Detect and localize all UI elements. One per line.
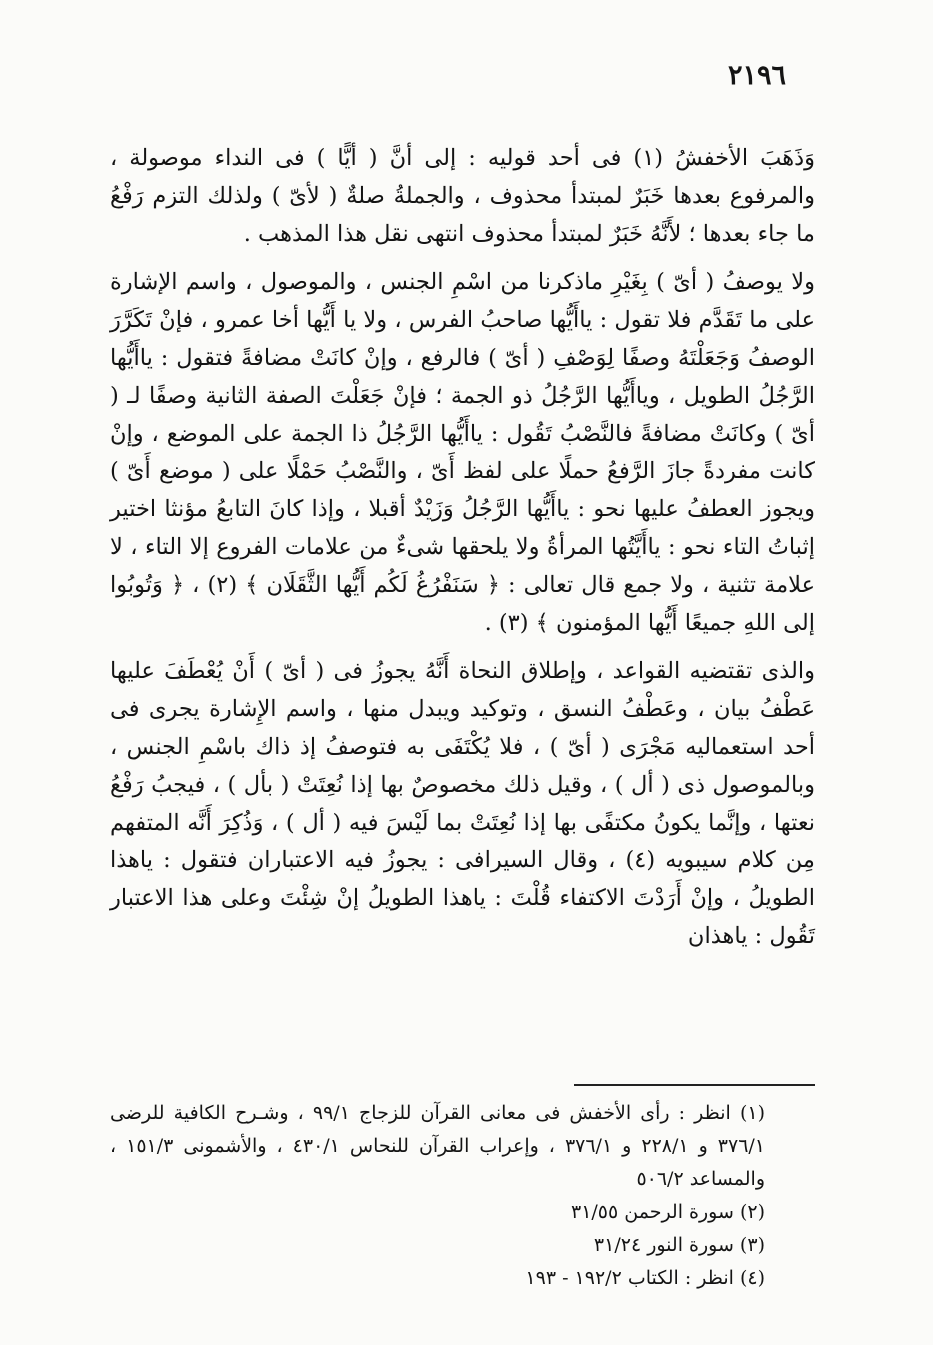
footnote-1: (١) انظر : رأى الأخفش فى معانى القرآن للزجاج ٩٩/١ ، وشـرح الكافية للرضى ٣٧٦/١ و ٢٢٨/١ و ٣٧٦/١ ، وإعراب القرآن للنحاس ٤٣٠/١ ، والأشمونى ١٥١/٣ ، والمساعد ٥٠٦/٢ xyxy=(110,1102,766,1190)
paragraph-3: والذى تقتضيه القواعد ، وإطلاق النحاة أَنَّهُ يجوزُ فى ( أىّ ) أَنْ يُعْطَفَ عليها عَطْفُ بيان ، وعَطْفُ النسق ، وتوكيد ويبدل منها ، واسم الإِشارة يجرى فى أحد استعماليه مَجْرَى ( أىّ ) ، فلا يُكْتَفَى به فتوصفُ إذ ذاك باسْمِ الجنس ، وبالموصول ذى ( أل ) ، وقيل ذلك مخصوصٌ بها إذا نُعِتَتْ ( بأل ) ، فيجبُ رَفْعُ نعتها ، وإنَّما يكونُ مكتفًى بها إذا نُعِتَتْ بما لَيْسَ فيه ( أل ) ، وَذُكِرَ أَنَّه المتفهم مِن كلام سيبويه (٤) ، وقال السيرافى : يجوزُ فيه الاعتباران فتقول : ياهذا الطويلُ ، وإنْ أَرَدْتَ الاكتفاء قُلْتَ : ياهذا الطويلُ إنْ شِئْتَ وعلى هذا الاعتبار تَقُول : ياهذان xyxy=(110,658,815,949)
footnote-3: (٣) سورة النور ٣١/٢٤ xyxy=(593,1234,765,1256)
footnotes xyxy=(110,1097,815,1295)
main-text xyxy=(110,140,815,956)
footnote-separator xyxy=(574,1084,815,1086)
paragraph-2: ولا يوصفُ ( أىّ ) بِغَيْرِ ماذكرنا من اسْمِ الجنس ، والموصول ، واسم الإشارة على ما تَقَدَّم فلا تقول : ياأَيُّها صاحبُ الفرس ، ولا يا أَيُّها أخا عمرو ، فإنْ تَكَرَّرَ الوصفُ وَجَعَلْتَهُ وصفًا لِوَصْفِ ( أىّ ) فالرفع ، وإنْ كانَتْ مضافةً فتقول : ياأَيُّها الرَّجُلُ الطويل ، وياأَيُّها الرَّجُلُ ذو الجمة ؛ فإنْ جَعَلْتَ الصفة الثانية وصفًا لـ ( أىّ ) وكانَتْ مضافةً فالنَّصْبُ تَقُول : ياأَيُّها الرَّجُلُ ذا الجمة على الموضع ، وإنْ كانت مفردةً جازَ الرَّفعُ حملًا على لفظ أَىّ ، والنَّصْبُ حَمْلًا على ( موضع أَىّ ) ويجوز العطفُ عليها نحو : ياأَيُّها الرَّجُلُ وَزَيْدٌ أقبلا ، وإذا كانَ التابعُ مؤنثا اختير إثباتُ التاء نحو : ياأَيَّتُها المرأةُ ولا يلحقها شىءٌ من علامات الفروع إلا التاء ، لا علامة تثنية ، ولا جمع قال تعالى : ﴿ سَنَفْرُغُ لَكُم أَيُّها الثَّقَلَان ﴾ (٢) ، ﴿ وَتُوبُوا إلى اللهِ جميعًا أَيُّها المؤمنون ﴾ (٣) . xyxy=(110,269,815,636)
footnote-4: (٤) انظر : الكتاب ١٩٢/٢ - ١٩٣ xyxy=(525,1267,765,1289)
page-number: ٢١٩٦ xyxy=(727,60,786,91)
paragraph-1: وَذَهَبَ الأخفشُ (١) فى أحد قوليه : إلى أنَّ ( أيًّا ) فى النداء موصولة ، والمرفوع بعدها خَبَرٌ لمبتدأ محذوف ، والجملةُ صلةٌ ( لأىّ ) ولذلك التزم رَفْعُ ما جاء بعدها ؛ لأَنَّهُ خَبَرٌ لمبتدأ محذوف انتهى نقل هذا المذهب . xyxy=(110,145,815,247)
footnote-2: (٢) سورة الرحمن ٣١/٥٥ xyxy=(570,1201,765,1223)
